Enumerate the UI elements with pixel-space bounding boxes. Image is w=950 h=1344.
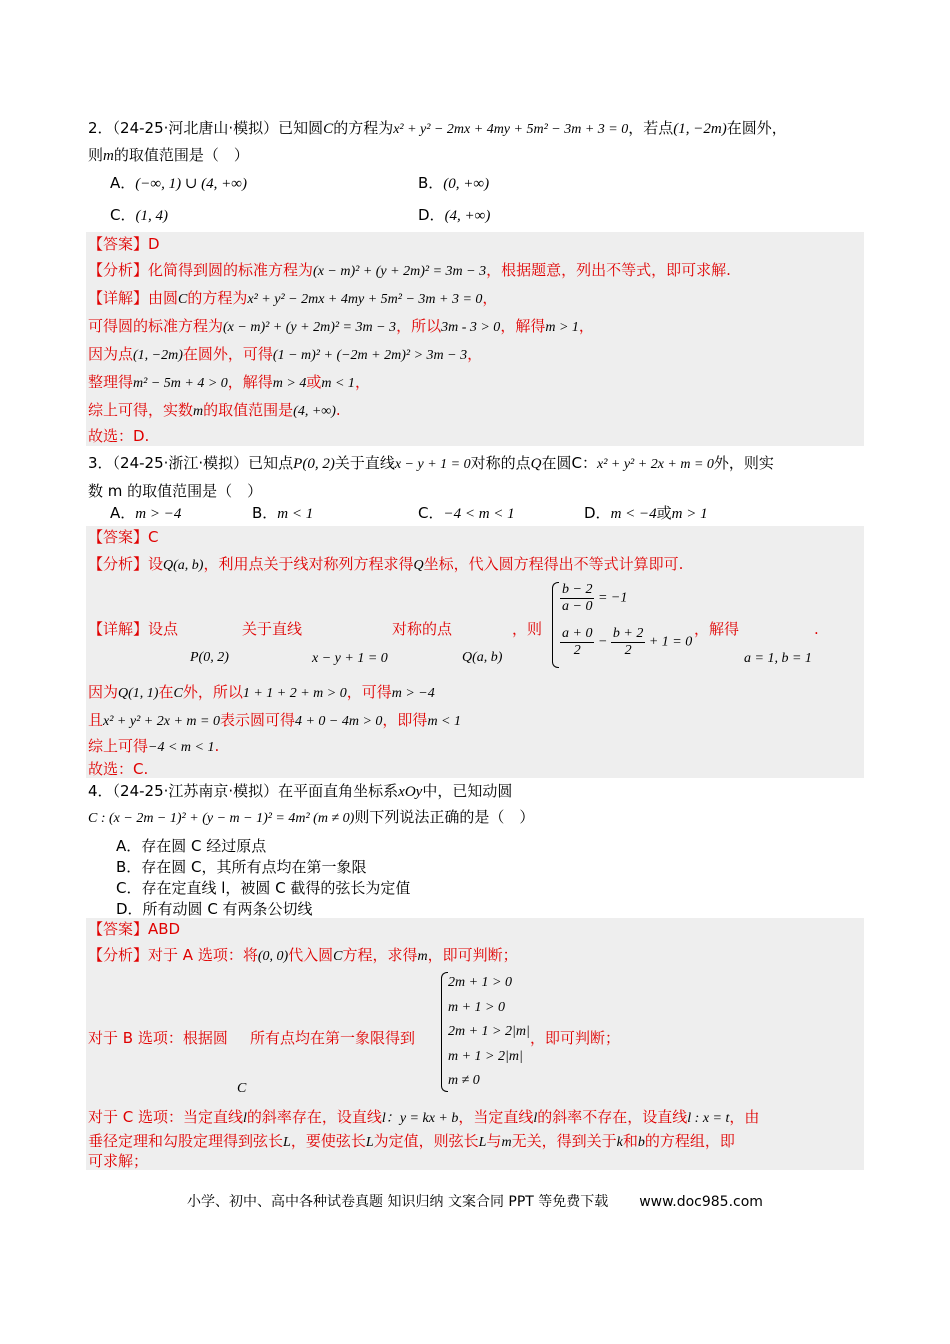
- text: 在: [158, 683, 174, 701]
- circle-eq: x² + y² + 2x + m = 0: [103, 714, 220, 729]
- q3-option-b: [252, 502, 313, 525]
- numerator: a + 0: [562, 626, 593, 641]
- l: l: [243, 1111, 247, 1126]
- m: m: [417, 949, 428, 964]
- Q-point: Q(a, b): [163, 558, 204, 573]
- q3-answer: 【答案】C: [88, 528, 159, 546]
- q2-stem-line2: [88, 144, 249, 167]
- q4-system-4: m + 1 > 2|m|: [448, 1049, 523, 1064]
- text: 4．（24-25·江苏南京·模拟）在平面直角坐标系: [88, 782, 399, 800]
- text: 为定值，则弦长: [373, 1132, 479, 1150]
- circle-eq: x² + y² + 2x + m = 0: [596, 457, 714, 472]
- q4-analysis-c-3: 可求解；: [88, 1152, 149, 1170]
- q3-detail-Q: Q(a, b): [462, 650, 503, 665]
- text: ，即得: [382, 711, 428, 729]
- q2-analysis: [88, 259, 731, 283]
- text: 设点: [148, 620, 179, 638]
- q3-detail-text-2: 关于直线: [242, 620, 303, 638]
- Q: Q: [413, 558, 424, 573]
- q2-option-b: [418, 172, 489, 195]
- q4-analysis-b-C: C: [237, 1081, 247, 1096]
- m: m: [501, 1135, 512, 1150]
- q2-m: m: [103, 148, 114, 164]
- text: ，当定直线: [458, 1108, 534, 1126]
- result: m > −4: [391, 686, 435, 701]
- q4-option-a: A．存在圆 C 经过原点: [116, 837, 267, 855]
- q3-choose: 故选：C.: [88, 760, 149, 778]
- result: m > 4: [272, 376, 307, 391]
- q2-text: 2．（24-25·河北唐山·模拟）已知圆: [88, 119, 324, 137]
- q3-detail-line: x − y + 1 = 0: [312, 651, 388, 666]
- q2-point: (1, −2m): [673, 121, 727, 137]
- q3-detail-4: [88, 735, 219, 759]
- denominator: 2: [624, 643, 632, 658]
- option-value: (−∞, 1) ∪ (4, +∞): [135, 176, 247, 192]
- text: 化简得到圆的标准方程为: [148, 261, 314, 279]
- text: 整理得: [88, 373, 134, 391]
- q4-analysis-c-1: [88, 1106, 759, 1130]
- text: 或: [306, 373, 322, 391]
- line-eq: y = kx + b: [399, 1111, 459, 1126]
- text: ，可得: [346, 683, 392, 701]
- q3-detail-P: P(0, 2): [190, 650, 229, 665]
- equation: x² + y² − 2mx + 4my + 5m² − 3m + 3 = 0: [247, 292, 483, 307]
- text: 或: [656, 504, 672, 522]
- equation: (x − m)² + (y + 2m)² = 3m − 3: [313, 264, 487, 279]
- q3-stem-line2: 数 m 的取值范围是（ ）: [88, 482, 263, 500]
- q3-detail-3: [88, 709, 461, 733]
- option-value: m < −4: [610, 506, 657, 522]
- circle-eq: C : (x − 2m − 1)² + (y − m − 1)² = 4m² (m ≠ 0): [88, 811, 355, 826]
- detail-label: 【详解】: [88, 620, 149, 638]
- q4-stem-line1: [88, 780, 512, 803]
- C: C：: [571, 454, 597, 472]
- rhs: + 1 = 0: [648, 634, 693, 650]
- equation: (x − m)² + (y + 2m)² = 3m − 3: [223, 320, 397, 335]
- result: m > 1: [545, 320, 579, 335]
- text: 设: [148, 555, 164, 573]
- q2-stem-line1: [88, 117, 787, 141]
- option-value: m > −4: [135, 506, 182, 522]
- origin: (0, 0): [257, 949, 289, 964]
- q2-equation: x² + y² − 2mx + 4my + 5m² − 3m + 3 = 0: [393, 122, 629, 137]
- text: 在圆: [541, 454, 572, 472]
- text: ，: [578, 317, 594, 335]
- text: 与: [486, 1132, 502, 1150]
- text: 可得圆的标准方程为: [88, 317, 224, 335]
- q4-stem-line2: [88, 806, 534, 830]
- analysis-label: 【分析】: [88, 555, 149, 573]
- q2-answer: 【答案】D: [88, 235, 160, 253]
- m: m: [193, 404, 204, 419]
- q3-detail-text-4: ，则: [512, 620, 543, 638]
- text: ，解得: [500, 317, 546, 335]
- text: 关于直线: [334, 454, 395, 472]
- q4-answer: 【答案】ABD: [88, 920, 181, 938]
- q3-analysis: [88, 553, 683, 577]
- text: ，由: [729, 1108, 760, 1126]
- inequality: 1 + 1 + 2 + m > 0: [242, 686, 347, 701]
- q3-detail-text-6: .: [814, 620, 819, 638]
- q2-text: 的方程为: [333, 119, 394, 137]
- q4-system-2: m + 1 > 0: [448, 1000, 506, 1015]
- q2-text: ，若点: [628, 119, 674, 137]
- q2-detail-4: [88, 371, 370, 395]
- text: 且: [88, 711, 104, 729]
- q2-detail-2: [88, 315, 594, 339]
- q2-detail-3: [88, 343, 482, 367]
- text: 中，已知动圆: [422, 782, 513, 800]
- option-value: −4 < m < 1: [443, 506, 515, 522]
- result: −4 < m < 1: [148, 740, 215, 755]
- text: 由圆: [148, 289, 179, 307]
- denominator: a − 0: [562, 599, 593, 614]
- line-eq: x − y + 1 = 0: [394, 457, 471, 472]
- q2-option-d: [418, 204, 490, 227]
- b: b: [637, 1135, 645, 1150]
- q3-system-eq2: [560, 626, 692, 659]
- text: 表示圆可得: [219, 711, 295, 729]
- q4-system-1: 2m + 1 > 0: [448, 975, 513, 990]
- text: 方程，求得: [342, 946, 418, 964]
- text: 3．（24-25·浙江·模拟）已知点: [88, 454, 294, 472]
- Q-point: Q(1, 1): [118, 686, 159, 701]
- q4-option-c: C．存在定直线 l，被圆 C 截得的弦长为定值: [116, 879, 411, 897]
- numerator: b − 2: [562, 582, 593, 597]
- text: 外，则实: [713, 454, 774, 472]
- C: C: [333, 949, 343, 964]
- q2-detail-5: [88, 399, 341, 423]
- text: ，: [482, 289, 498, 307]
- q3-option-c: [418, 502, 515, 525]
- text: ，: [354, 373, 370, 391]
- option-label: D．: [584, 504, 611, 522]
- q3-stem-line1: [88, 452, 774, 476]
- text: 外，所以: [182, 683, 243, 701]
- line-eq: l : x = t: [687, 1111, 730, 1126]
- text: 和: [622, 1132, 638, 1150]
- text: ，利用点关于线对称列方程求得: [203, 555, 414, 573]
- result: m < 1: [321, 376, 355, 391]
- text: 的斜率存在，设直线: [246, 1108, 382, 1126]
- L: L: [365, 1135, 374, 1150]
- text: 的斜率不存在，设直线: [537, 1108, 688, 1126]
- q2-text: 的取值范围是（ ）: [113, 146, 249, 164]
- inequality: 3m - 3 > 0: [441, 320, 501, 335]
- q4-analysis-b-1: 对于 B 选项：根据圆: [88, 1029, 228, 1047]
- text: 对于 C 选项：当定直线: [88, 1108, 244, 1126]
- q4-analysis-c-2: [88, 1130, 735, 1154]
- q3-option-a: [110, 502, 181, 525]
- q3-detail-result: a = 1, b = 1: [744, 651, 812, 666]
- text: ，即可判断；: [427, 946, 518, 964]
- text: ，: [467, 345, 483, 363]
- text: 垂径定理和勾股定理得到弦长: [88, 1132, 284, 1150]
- text: 的方程为: [187, 289, 248, 307]
- footer-url[interactable]: www.doc985.com: [639, 1194, 763, 1210]
- option-label: A．: [110, 174, 136, 192]
- q3-detail-2: [88, 681, 435, 705]
- text: 综上可得，实数: [88, 401, 194, 419]
- q3-system-eq1: [560, 582, 627, 615]
- option-value: (0, +∞): [443, 176, 490, 192]
- text: .: [214, 737, 220, 755]
- q2-option-c: [110, 204, 168, 227]
- text: 对称的点: [470, 454, 531, 472]
- L: L: [283, 1135, 291, 1150]
- Q: Q: [530, 456, 542, 472]
- q4-analysis-b-3: ，即可判断；: [530, 1029, 621, 1047]
- option-label: A．: [110, 504, 136, 522]
- text: 在圆外，可得: [182, 345, 273, 363]
- text: ，所以: [396, 317, 442, 335]
- option-value: (4, +∞): [444, 208, 491, 224]
- l: l: [533, 1111, 538, 1126]
- analysis-label: 【分析】: [88, 261, 149, 279]
- analysis-label: 【分析】: [88, 946, 149, 964]
- q4-option-d: D．所有动圆 C 有两条公切线: [116, 900, 313, 918]
- denominator: 2: [573, 643, 581, 658]
- option-label: C．: [110, 206, 136, 224]
- q2-text: 则: [88, 146, 104, 164]
- q2-detail-1: [88, 287, 497, 311]
- option-label: D．: [418, 206, 445, 224]
- point-P: P(0, 2): [293, 456, 335, 472]
- text: ，根据题意，列出不等式，即可求解.: [486, 261, 731, 279]
- q4-system-5: m ≠ 0: [448, 1073, 480, 1088]
- inequality: 4 + 0 − 4m > 0: [294, 714, 383, 729]
- result: m < 1: [427, 714, 461, 729]
- q3-option-d: [584, 502, 708, 525]
- rhs: = −1: [597, 590, 628, 606]
- page-footer: [0, 1191, 950, 1211]
- q2-text: 在圆外，: [726, 119, 787, 137]
- text: 的取值范围是: [203, 401, 294, 419]
- option-label: B．: [418, 174, 444, 192]
- text: 因为点: [88, 345, 134, 363]
- q2-C: C: [323, 121, 334, 137]
- q3-detail-text-5: ，解得: [694, 620, 740, 638]
- q4-option-b: B．存在圆 C，其所有点均在第一象限: [116, 858, 367, 876]
- text: 对于 A 选项：将: [148, 946, 258, 964]
- text: 代入圆: [288, 946, 334, 964]
- option-value: m > 1: [671, 506, 708, 522]
- q3-detail-text-3: 对称的点: [392, 620, 453, 638]
- text: .: [335, 401, 341, 419]
- numerator: b + 2: [612, 626, 644, 641]
- text: ，要使弦长: [290, 1132, 366, 1150]
- equation: (1 − m)² + (−2m + 2m)² > 3m − 3: [272, 348, 468, 363]
- equation: m² − 5m + 4 > 0: [133, 376, 228, 391]
- detail-label: 【详解】: [88, 289, 149, 307]
- q2-option-a: [110, 172, 247, 195]
- q2-choose: 故选：D.: [88, 427, 150, 445]
- text: 的方程组，即: [644, 1132, 735, 1150]
- l: l：: [381, 1111, 400, 1126]
- text: 综上可得: [88, 737, 149, 755]
- C: C: [178, 292, 188, 307]
- k: k: [616, 1135, 623, 1150]
- text: 因为: [88, 683, 119, 701]
- q4-system-brace: [441, 972, 448, 1092]
- q3-system-brace: [552, 582, 559, 668]
- text: 则下列说法正确的是（ ）: [354, 808, 535, 826]
- option-value: m < 1: [277, 506, 314, 522]
- option-value: (1, 4): [135, 208, 168, 224]
- text: 坐标，代入圆方程得出不等式计算即可.: [423, 555, 684, 573]
- option-label: B．: [252, 504, 278, 522]
- xOy: xOy: [398, 784, 423, 800]
- point: (1, −2m): [133, 348, 183, 363]
- text: 无关，得到关于: [511, 1132, 617, 1150]
- q3-detail-text-1: [88, 618, 178, 640]
- minus: −: [597, 634, 608, 650]
- L: L: [478, 1135, 487, 1150]
- q4-system-3: 2m + 1 > 2|m|: [448, 1024, 530, 1039]
- range: (4, +∞): [293, 404, 336, 419]
- footer-text: 小学、初中、高中各种试卷真题 知识归纳 文案合同 PPT 等免费下载: [187, 1194, 609, 1210]
- option-label: C．: [418, 504, 444, 522]
- q4-analysis-b-2: 所有点均在第一象限得到: [250, 1029, 416, 1047]
- q4-analysis-a: [88, 944, 518, 968]
- C: C: [173, 686, 183, 701]
- text: ，解得: [227, 373, 273, 391]
